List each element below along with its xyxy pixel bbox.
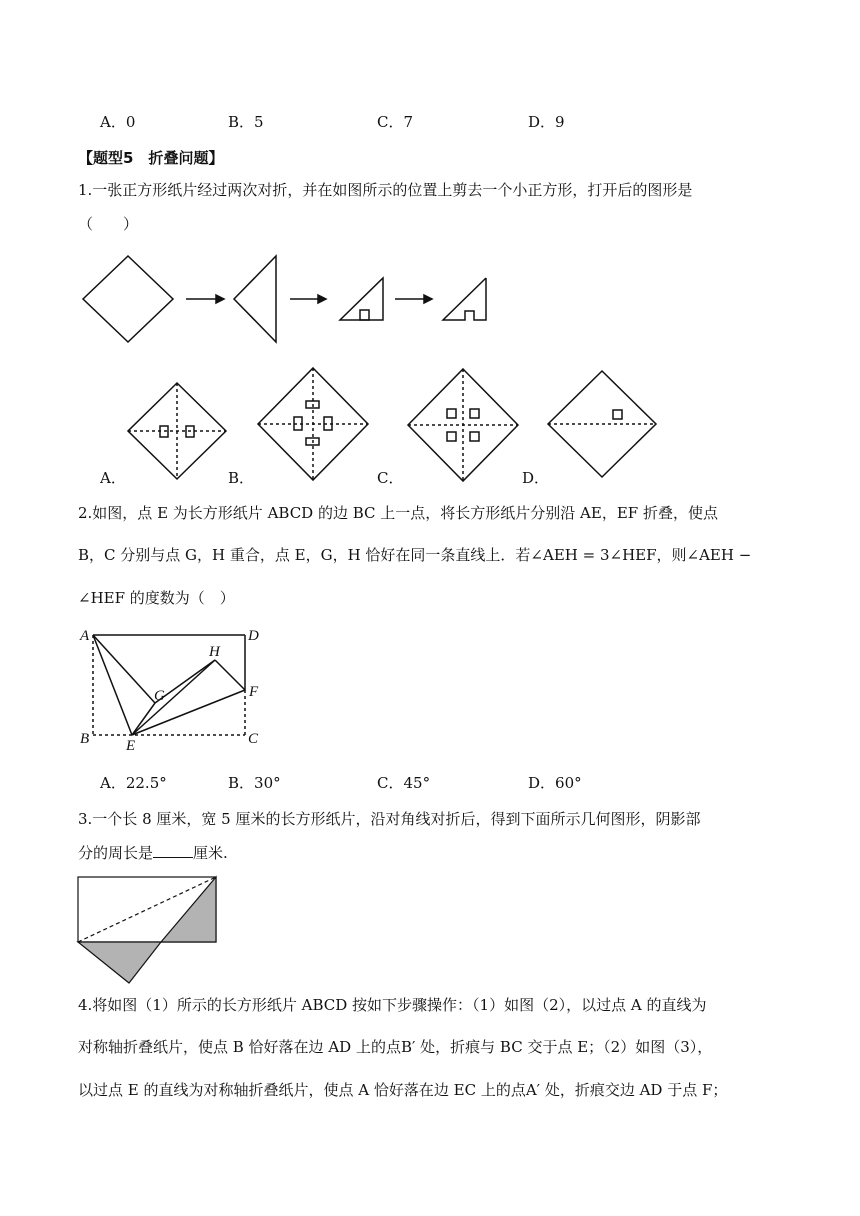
q2-label-b: B (80, 731, 90, 747)
q2-option-c: C．45° (377, 774, 431, 792)
q3-text-after-blank: 厘米. (193, 844, 228, 862)
q2-label-h: H (209, 644, 220, 660)
q4-text-line1: 4.将如图（1）所示的长方形纸片 ABCD 按如下步骤操作：（1）如图（2），以过点 A 的直线为 (78, 996, 707, 1014)
q1-text-line1: 1.一张正方形纸片经过两次对折，并在如图所示的位置上剪去一个小正方形，打开后的图形是 (78, 181, 693, 199)
q1-text-line2: （ ） (78, 215, 139, 233)
q2-option-b: B．30° (228, 774, 281, 792)
q2-text-line2: B，C 分别与点 G，H 重合，点 E，G，H 恰好在同一条直线上．若∠AEH = 3∠HEF，则∠AEH − (78, 546, 752, 564)
q2-label-c: C (248, 731, 259, 747)
q2-label-g: G (154, 688, 165, 704)
option-a: A．0 (100, 113, 136, 131)
option-d: D．9 (528, 113, 565, 131)
q2-option-d: D．60° (528, 774, 582, 792)
q3-text-before-blank: 分的周长是 (78, 844, 154, 862)
option-b: B．5 (228, 113, 264, 131)
q1-option-b-label: B． (228, 469, 255, 487)
q2-label-e: E (126, 738, 136, 754)
q2-label-a: A (80, 628, 90, 644)
q3-text-line1: 3.一个长 8 厘米，宽 5 厘米的长方形纸片，沿对角线对折后，得到下面所示几何图形，阴影部 (78, 810, 701, 828)
q1-option-d-label: D． (522, 469, 550, 487)
q2-text-line3: ∠HEF 的度数为（ ） (78, 589, 235, 607)
q4-text-line3: 以过点 E 的直线为对称轴折叠纸片，使点 A 恰好落在边 EC 上的点A′ 处，折痕交边 AD 于点 F； (78, 1081, 728, 1099)
q1-option-a-label: A． (100, 469, 126, 487)
q2-option-a: A．22.5° (100, 774, 167, 792)
q1-option-c-label: C． (377, 469, 404, 487)
q2-label-f: F (249, 684, 259, 700)
q4-text-line2: 对称轴折叠纸片，使点 B 恰好落在边 AD 上的点B′ 处，折痕与 BC 交于点 E；（2）如图（3）， (78, 1038, 713, 1056)
section-heading: 【题型5 折叠问题】 (78, 149, 224, 167)
option-c: C．7 (377, 113, 414, 131)
q2-text-line1: 2.如图，点 E 为长方形纸片 ABCD 的边 BC 上一点，将长方形纸片分别沿 AE，EF 折叠，使点 (78, 504, 718, 522)
q2-label-d: D (248, 628, 259, 644)
